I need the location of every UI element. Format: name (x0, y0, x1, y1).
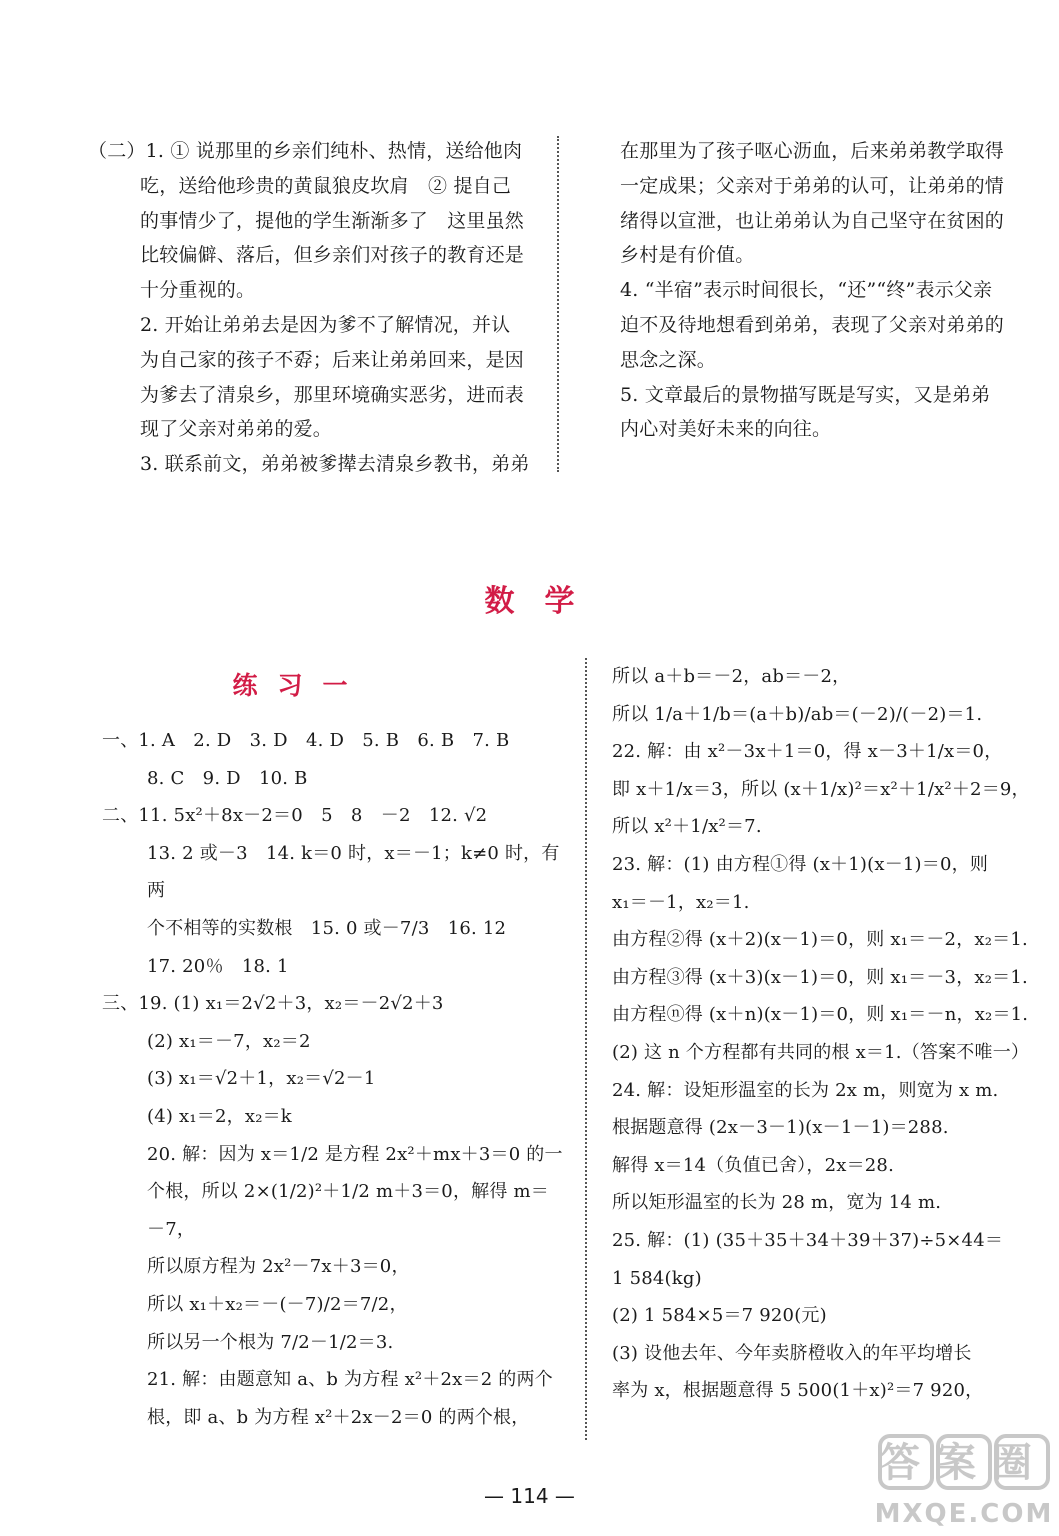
text-line: (2) 这 n 个方程都有共同的根 x＝1.（答案不唯一） (612, 1041, 1030, 1063)
math-answers-left-column (102, 722, 567, 1436)
text-line: 21. 解：由题意知 a、b 为方程 x²＋2x＝2 的两个 (147, 1369, 553, 1391)
text-line: 率为 x，根据题意得 5 500(1＋x)²＝7 920， (612, 1380, 984, 1402)
page-number: — 114 — (484, 1484, 575, 1508)
text-line: 所以 a＋b＝－2，ab＝－2， (612, 666, 851, 687)
text-line: 一、1. A 2. D 3. D 4. D 5. B 6. B 7. B (102, 730, 510, 751)
text-line: 所以矩形温室的长为 28 m，宽为 14 m. (612, 1192, 942, 1214)
text-line: 2. 开始让弟弟去是因为爹不了解情况，并认 (140, 313, 511, 336)
text-line: 所以另一个根为 7/2－1/2＝3. (147, 1331, 394, 1353)
text-line: 8. C 9. D 10. B (147, 767, 308, 789)
text-line: 22. 解：由 x²－3x＋1＝0，得 x－3＋1/x＝0， (612, 741, 1003, 763)
text-line: 思念之深。 (620, 348, 717, 371)
watermark-icon (876, 1432, 1052, 1530)
watermark-url: MXQE.COM (876, 1499, 1052, 1529)
watermark-logo (876, 1432, 1052, 1530)
text-line: 解得 x＝14（负值已舍），2x＝28. (612, 1154, 895, 1176)
text-line: 17. 20％ 18. 1 (147, 955, 289, 977)
text-line: (3) x₁＝√2＋1，x₂＝√2－1 (147, 1068, 376, 1090)
text-line: 所以 1/a＋1/b＝(a＋b)/ab＝(－2)/(－2)＝1. (612, 703, 983, 725)
text-line: 为爹去了清泉乡，那里环境确实恶劣，进而表 (140, 383, 525, 406)
text-line: 绪得以宣泄，也让弟弟认为自己坚守在贫困的 (620, 209, 1005, 232)
text-line: 在那里为了孩子呕心沥血，后来弟弟教学取得 (620, 140, 1005, 162)
text-line: 为自己家的孩子不孬；后来让弟弟回来，是因 (140, 348, 525, 371)
text-line: 根据题意得 (2x－3－1)(x－1－1)＝288. (612, 1117, 949, 1139)
text-line: 一定成果；父亲对于弟弟的认可，让弟弟的情 (620, 174, 1005, 197)
text-line: 内心对美好未来的向往。 (620, 418, 832, 441)
watermark-chars: 答案圈 (880, 1440, 1048, 1486)
chinese-answers-right-column (620, 134, 1015, 447)
text-line: 24. 解：设矩形温室的长为 2x m，则宽为 x m. (612, 1079, 999, 1101)
text-line: 1 584(kg) (612, 1267, 702, 1289)
text-line: (4) x₁＝2，x₂＝k (147, 1105, 292, 1127)
text-line: 3. 联系前文，弟弟被爹撵去清泉乡教书，弟弟 (140, 453, 530, 476)
text-line: 个根，所以 2×(1/2)²＋1/2 m＋3＝0，解得 m＝－7， (147, 1181, 549, 1240)
text-line: 三、19. (1) x₁＝2√2＋3，x₂＝－2√2＋3 (102, 993, 444, 1015)
text-line: 根，即 a、b 为方程 x²＋2x－2＝0 的两个根， (147, 1406, 530, 1428)
text-line: 即 x＋1/x＝3，所以 (x＋1/x)²＝x²＋1/x²＋2＝9， (612, 778, 1030, 800)
column-divider (557, 136, 559, 472)
text-line: 吃，送给他珍贵的黄鼠狼皮坎肩 ② 提自己 (140, 174, 512, 197)
text-line: 5. 文章最后的景物描写既是写实，又是弟弟 (620, 383, 991, 406)
text-line: 所以原方程为 2x²－7x＋3＝0， (147, 1256, 410, 1278)
subject-title: 数学 (484, 584, 605, 619)
text-line: 20. 解：因为 x＝1/2 是方程 2x²＋mx＋3＝0 的一 (147, 1143, 563, 1165)
text-line: 13. 2 或－3 14. k＝0 时，x＝－1；k≠0 时，有两 (147, 842, 560, 902)
math-answers-right-column (612, 658, 1032, 1410)
text-line: 23. 解：(1) 由方程①得 (x＋1)(x－1)＝0，则 (612, 853, 989, 875)
text-line: x₁＝－1，x₂＝1. (612, 891, 750, 913)
text-line: 个不相等的实数根 15. 0 或－7/3 16. 12 (147, 917, 507, 939)
section-title: 练习一 (232, 671, 368, 700)
text-line: 由方程③得 (x＋3)(x－1)＝0，则 x₁＝－3，x₂＝1. (612, 966, 1028, 988)
text-line: 十分重视的。 (140, 279, 256, 302)
text-line: (2) 1 584×5＝7 920(元) (612, 1305, 827, 1327)
text-line: 由方程②得 (x＋2)(x－1)＝0，则 x₁＝－2，x₂＝1. (612, 929, 1028, 951)
text-line: 比较偏僻、落后，但乡亲们对孩子的教育还是 (140, 244, 525, 267)
text-line: 所以 x₁＋x₂＝－(－7)/2＝7/2， (147, 1293, 408, 1315)
text-line: （二）1. ① 说那里的乡亲们纯朴、热情，送给他肉 (88, 140, 523, 162)
column-divider (585, 658, 587, 1440)
text-line: 25. 解：(1) (35＋35＋34＋39＋37)÷5×44＝ (612, 1229, 1004, 1251)
text-line: 所以 x²＋1/x²＝7. (612, 816, 762, 838)
text-line: 的事情少了，提他的学生渐渐多了 这里虽然 (140, 209, 525, 232)
text-line: 乡村是有价值。 (620, 244, 755, 267)
chinese-answers-left-column (88, 134, 550, 482)
text-line: 二、11. 5x²＋8x－2＝0 5 8 －2 12. √2 (102, 805, 488, 827)
text-line: 4. “半宿”表示时间很长，“还”“终”表示父亲 (620, 279, 993, 302)
text-line: 由方程ⓝ得 (x＋n)(x－1)＝0，则 x₁＝－n，x₂＝1. (612, 1004, 1029, 1026)
text-line: (2) x₁＝－7，x₂＝2 (147, 1030, 311, 1052)
text-line: (3) 设他去年、今年卖脐橙收入的年平均增长 (612, 1342, 972, 1364)
text-line: 迫不及待地想看到弟弟，表现了父亲对弟弟的 (620, 313, 1005, 336)
text-line: 现了父亲对弟弟的爱。 (140, 418, 333, 441)
